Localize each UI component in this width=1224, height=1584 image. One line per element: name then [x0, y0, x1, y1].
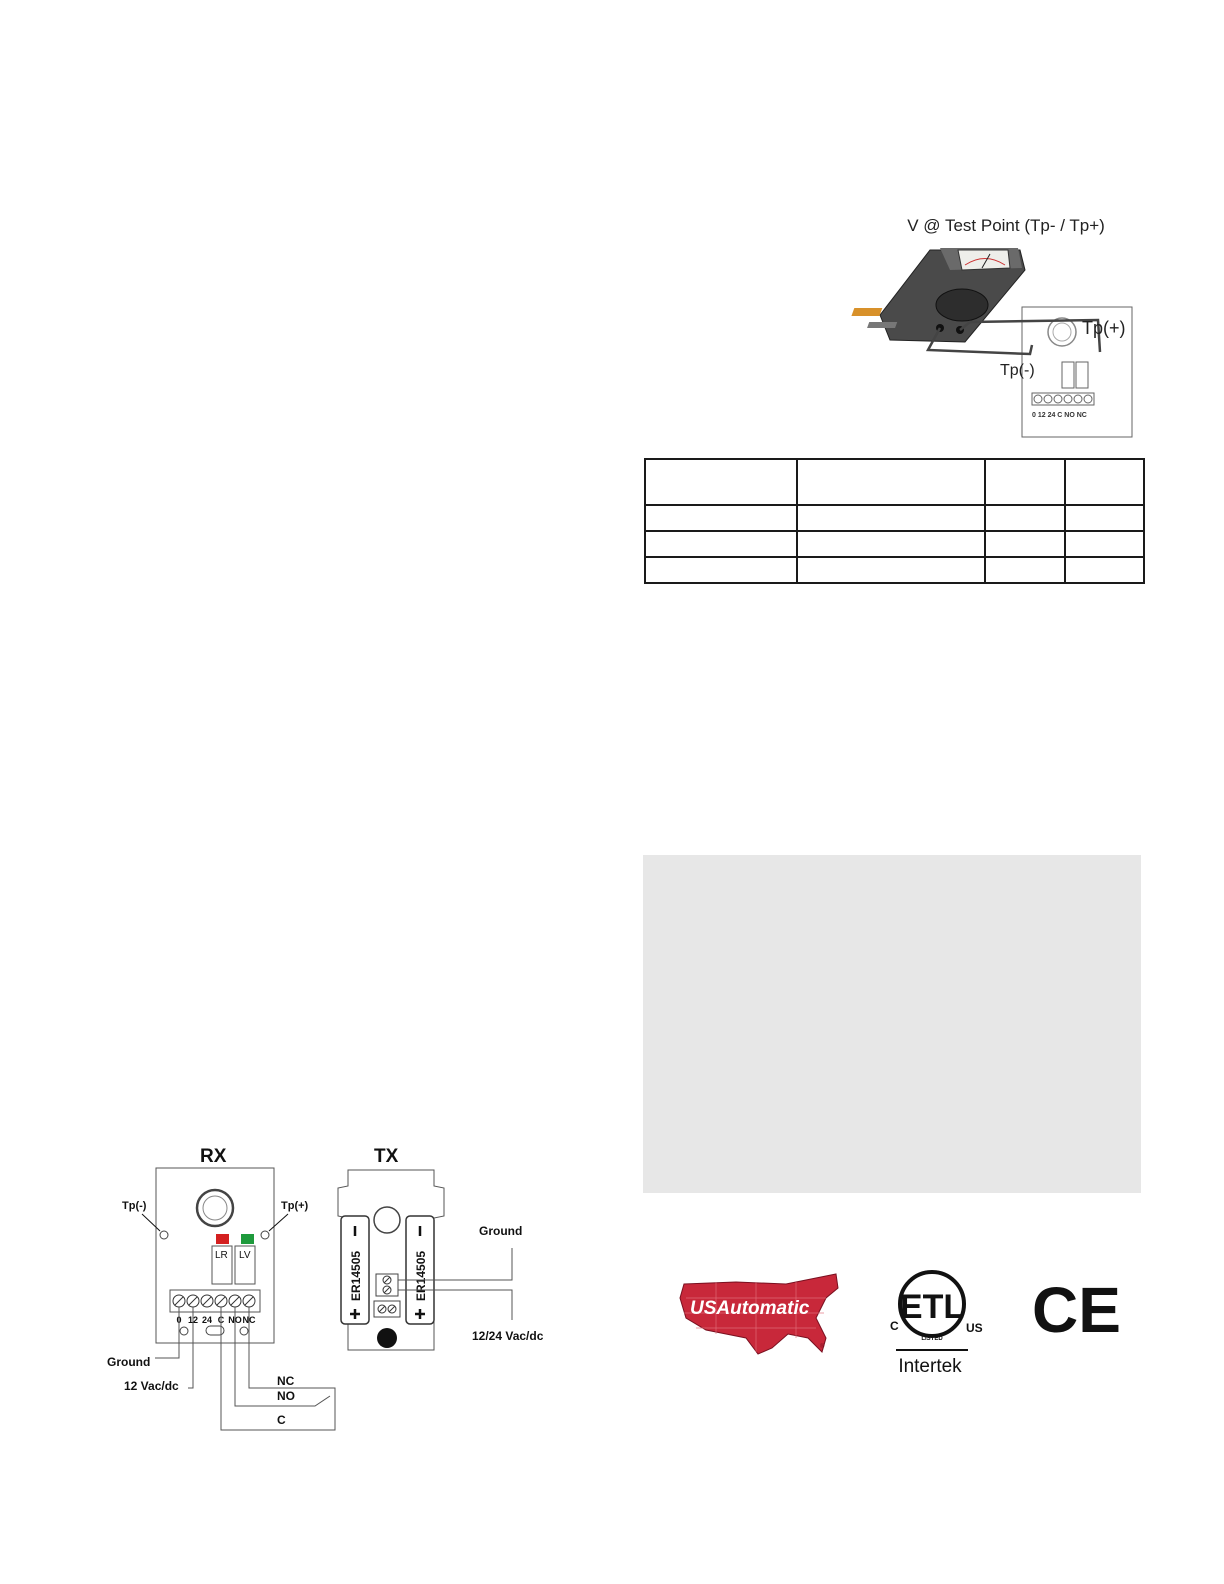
table-cell	[645, 531, 797, 557]
table-cell	[985, 531, 1065, 557]
table-header-row	[645, 459, 1144, 505]
table-cell	[645, 557, 797, 583]
table-cell	[797, 459, 985, 505]
table-row	[645, 531, 1144, 557]
multimeter-illustration	[870, 210, 1142, 442]
nc-label: NC	[277, 1374, 295, 1388]
terminal-label: 0	[176, 1315, 182, 1325]
led-green-indicator	[241, 1234, 254, 1244]
meter-figure-caption: V @ Test Point (Tp- / Tp+)	[907, 216, 1105, 235]
tx-title: TX	[374, 1146, 399, 1167]
ce-mark-logo	[1030, 1274, 1121, 1346]
rx-tp-minus-label: Tp(-)	[122, 1200, 147, 1212]
table-cell	[797, 505, 985, 531]
table-cell	[797, 531, 985, 557]
no-label: NO	[277, 1389, 295, 1403]
tp-minus-label: Tp(-)	[1000, 362, 1035, 379]
terminal-label: 24	[201, 1315, 213, 1325]
rx-tp-plus-label: Tp(+)	[281, 1200, 309, 1212]
note-box	[643, 855, 1141, 1193]
etl-listed-label: LISTED	[921, 1336, 943, 1342]
table-cell	[1065, 459, 1144, 505]
table-cell	[645, 505, 797, 531]
terminal-label: C	[217, 1315, 225, 1325]
c-label: C	[277, 1413, 286, 1427]
wiring-diagram	[100, 1138, 570, 1438]
battery-label-right: ER14505	[414, 1250, 428, 1301]
table-cell	[645, 459, 797, 505]
terminal-label: 12	[187, 1315, 199, 1325]
table-cell	[1065, 531, 1144, 557]
supply-right-label: 12/24 Vac/dc	[472, 1329, 544, 1343]
meter-terminal-labels: 0 12 24 C NO NC	[1032, 412, 1087, 419]
supply-left-label: 12 Vac/dc	[124, 1379, 179, 1393]
intertek-wordmark: Intertek	[898, 1356, 962, 1377]
registered-mark: ®	[820, 1344, 825, 1350]
terminal-label: NC	[242, 1315, 256, 1325]
tp-plus-label: Tp(+)	[1082, 318, 1126, 338]
ground-left-label: Ground	[107, 1355, 151, 1369]
rx-title: RX	[200, 1146, 227, 1167]
table-row	[645, 505, 1144, 531]
meter-selector-knob	[936, 289, 988, 321]
ce-letters: CE	[1032, 1274, 1121, 1346]
led-lv-label: LV	[239, 1250, 251, 1261]
etl-c-label: C	[890, 1319, 899, 1333]
table-cell	[985, 459, 1065, 505]
voltage-table	[644, 458, 1145, 584]
etl-listed-logo	[880, 1268, 990, 1380]
led-lr-label: LR	[215, 1250, 228, 1261]
etl-mark	[880, 1268, 990, 1380]
table-cell	[1065, 505, 1144, 531]
meter-dial-face	[958, 250, 1010, 270]
ce-mark	[1030, 1274, 1121, 1346]
table-cell	[797, 557, 985, 583]
multimeter-figure	[870, 210, 1142, 442]
usautomatic-logo	[676, 1268, 842, 1360]
ground-right-label: Ground	[479, 1224, 523, 1238]
table-cell	[985, 557, 1065, 583]
usa-map-logo	[676, 1268, 842, 1360]
wiring-diagram-svg	[100, 1138, 570, 1438]
etl-us-label: US	[966, 1321, 983, 1335]
battery-label-left: ER14505	[349, 1250, 363, 1301]
table-row	[645, 557, 1144, 583]
table-cell	[985, 505, 1065, 531]
usautomatic-wordmark: USAutomatic	[690, 1298, 810, 1319]
table-cell	[1065, 557, 1144, 583]
terminal-label: NO	[228, 1315, 242, 1325]
etl-letters: ETL	[899, 1288, 965, 1326]
led-red-indicator	[216, 1234, 229, 1244]
